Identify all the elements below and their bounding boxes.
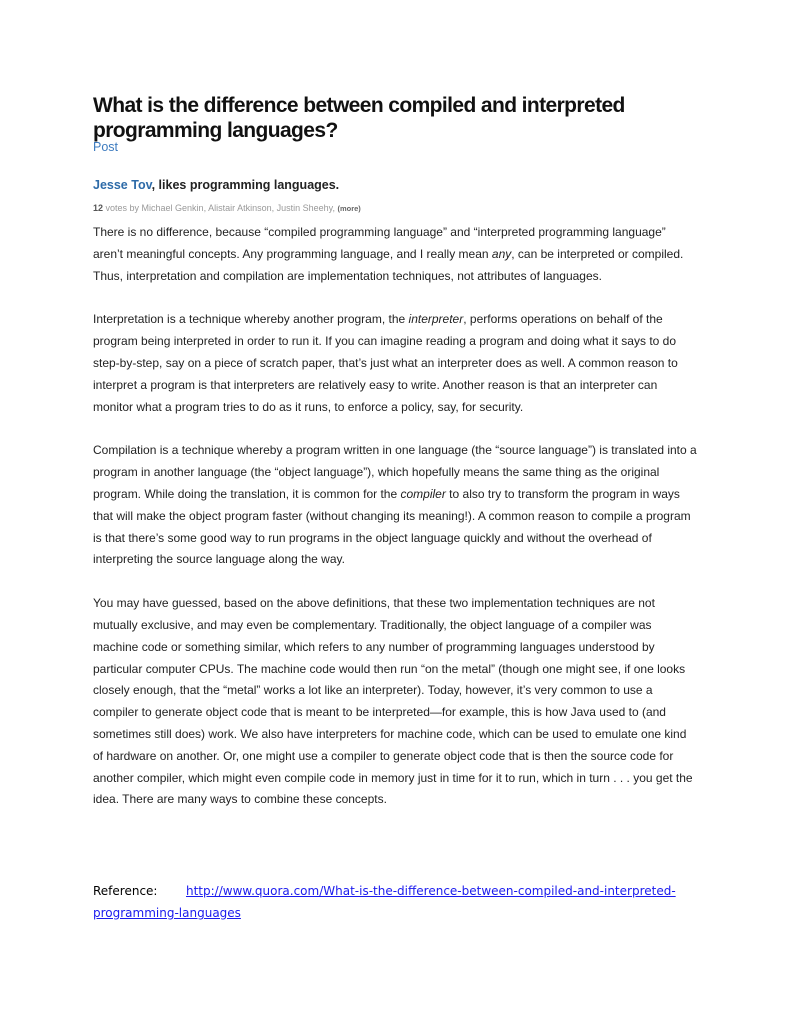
- answer-paragraph-4: You may have guessed, based on the above definitions, that these two implementation techniques are not mutually exclusive, and may even be complementary. Traditionally, the object language of a compiler was machine code or something similar, which refers to any number of programming languages understood by particular computer CPUs. The machine code would then run “on the metal” (though one might see, if one looks closely enough, that the “metal” works a lot like an interpreter). Today, however, it’s very common to use a compiler to generate object code that is meant to be interpreted—for example, this is how Java used to (and sometimes still does) work. We also have interpreters for machine code, which can be used to emulate one kind of hardware on another. Or, one might use a compiler to generate object code that is then the source code for another compiler, which might even compile code in memory just in time for it to run, which in turn . . . you get the idea. There are many ways to combine these concepts.: [93, 596, 693, 807]
- votes-line: [93, 203, 361, 213]
- more-link[interactable]: (more): [337, 204, 361, 213]
- answer-paragraph-3: [93, 440, 698, 571]
- reference-label: Reference:: [93, 884, 158, 898]
- reference: [93, 880, 703, 924]
- question-title: What is the difference between compiled and interpreted programming languages?: [93, 94, 625, 142]
- paragraph-2-text-b: , performs operations on behalf of the program being interpreted in order to run it. If you can imagine reading a program and doing what it says to do step-by-step, say on a piece of scratch paper, that’s just what an interpreter does as well. A common reason to interpret a program is that interpreters are relatively easy to write. Another reason is that an interpreter can monitor what a program tries to do as it runs, to enforce a policy, say, for security.: [93, 312, 678, 414]
- author-name-link[interactable]: Jesse Tov: [93, 178, 152, 192]
- paragraph-3-emphasis: compiler: [400, 486, 446, 501]
- votes-count: 12: [93, 203, 104, 213]
- answer-paragraph-1: [93, 222, 698, 287]
- paragraph-3-text-b: to also try to transform the program in ways that will make the object program faster (without changing its meaning!). A common reason to compile a program is that there’s some good way to run programs in the object language quickly and without the overhead of interpreting the source language along the way.: [93, 486, 691, 567]
- paragraph-2-text-a: Interpretation is a technique whereby another program, the: [93, 312, 409, 327]
- answer-paragraph-2: [93, 309, 698, 418]
- paragraph-1-text-a: There is no difference, because “compiled programming language” and “interpreted programming language” aren’t meaningful concepts. Any programming language, and I really mean: [93, 225, 666, 261]
- paragraph-2-emphasis: interpreter: [408, 312, 464, 327]
- author-line: [93, 178, 339, 192]
- paragraph-1-emphasis: any: [491, 246, 512, 261]
- author-credential: , likes programming languages.: [151, 178, 340, 192]
- answer-body: [93, 222, 698, 833]
- post-label[interactable]: Post: [93, 140, 119, 154]
- paragraph-1-text-b: , can be interpreted or compiled. Thus, interpretation and compilation are implementation techniques, not attributes of languages.: [93, 246, 684, 283]
- reference-link[interactable]: http://www.quora.com/What-is-the-difference-between-compiled-and-interpreted-programming-languages: [93, 884, 676, 920]
- votes-text: votes by Michael Genkin, Alistair Atkinson, Justin Sheehy,: [103, 203, 338, 213]
- paragraph-3-text-a: Compilation is a technique whereby a program written in one language (the “source language”) is translated into a program in another language (the “object language”), which hopefully means the same thing as the original program. While doing the translation, it is common for the: [93, 443, 697, 501]
